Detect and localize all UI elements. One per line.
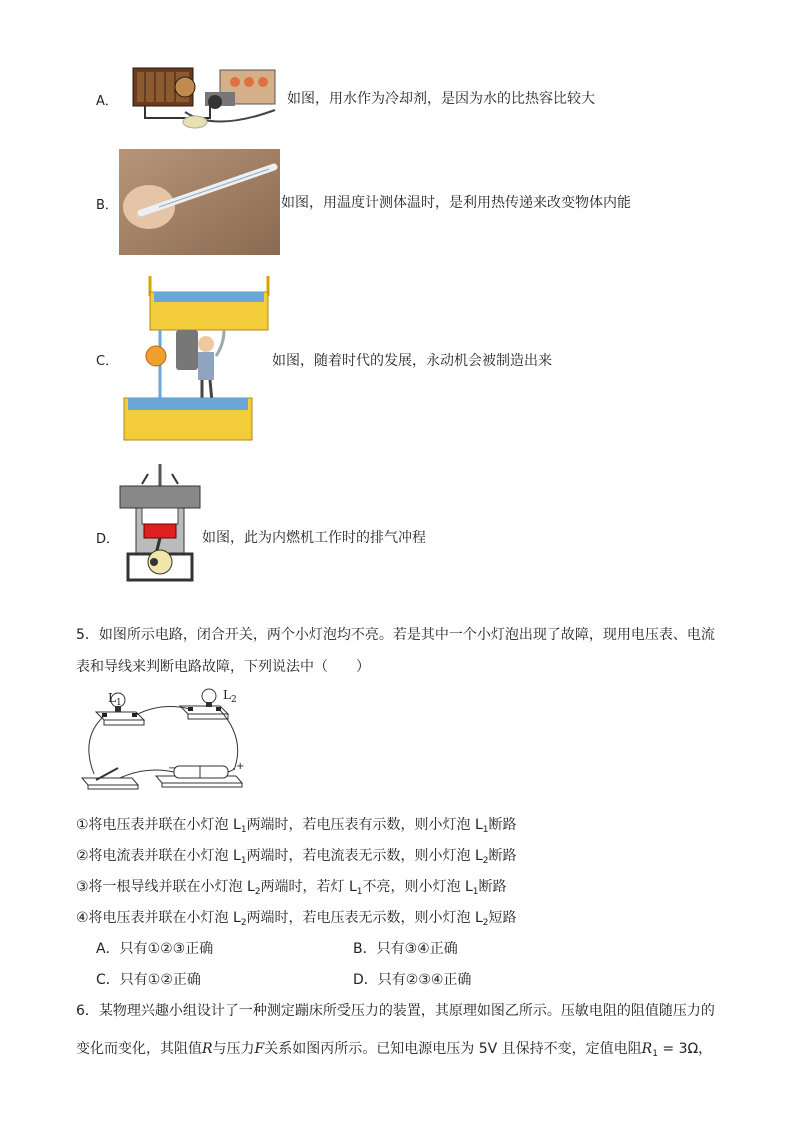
battery-plus-label: + [236, 761, 245, 772]
q5-statement-2: ②将电流表并联在小灯泡 $L_1$两端时，若电流表无示数，则小灯泡 $L_2$断路 [76, 848, 517, 866]
perpetual-motion-machine-figure [120, 274, 270, 444]
q5-statement-3: ③将一根导线并联在小灯泡 $L_2$两端时，若灯 $L_1$不亮，则小灯泡 $L_1$断路 [76, 879, 507, 897]
option-d-text: 如图，此为内燃机工作时的排气冲程 [202, 530, 426, 546]
option-c-letter: C． [96, 354, 119, 369]
bulb-l1-label: $L_1$ [108, 691, 122, 708]
option-d-letter: D． [96, 532, 120, 547]
bulb-l2-label: $L_2$ [223, 688, 237, 705]
internal-combustion-engine-figure [118, 462, 203, 582]
option-b-text: 如图，用温度计测体温时，是利用热传递来改变物体内能 [281, 195, 631, 211]
car-cooling-system-figure [125, 62, 285, 134]
option-b-letter: B． [96, 198, 118, 213]
option-c-text: 如图，随着时代的发展，永动机会被制造出来 [272, 353, 552, 369]
battery-minus-label: − [168, 763, 177, 774]
q5-stem-line1: 5．如图所示电路，闭合开关，两个小灯泡均不亮。若是其中一个小灯泡出现了故障，现用电压表、电流 [76, 627, 715, 643]
q5-choice-b: B．只有③④正确 [353, 941, 458, 957]
q5-choice-d: D．只有②③④正确 [353, 972, 472, 988]
circuit-diagram-figure [76, 688, 251, 806]
thermometer-photo-figure [119, 149, 280, 255]
option-a-text: 如图，用水作为冷却剂，是因为水的比热容比较大 [287, 91, 595, 107]
q5-choice-c: C．只有①②正确 [96, 972, 201, 988]
q5-statement-1: ①将电压表并联在小灯泡 $L_1$两端时，若电压表有示数，则小灯泡 $L_1$断路 [76, 817, 517, 835]
q6-stem-line2: 变化而变化，其阻值R与压力F关系如图丙所示。已知电源电压为 5V 且保持不变，定值电阻$R_1 = 3\Omega$， [76, 1041, 713, 1059]
option-a-letter: A． [96, 94, 118, 109]
q5-stem-line2: 表和导线来判断电路故障，下列说法中（ ） [76, 659, 370, 675]
q5-choice-a: A．只有①②③正确 [96, 941, 214, 957]
q6-stem-line1: 6．某物理兴趣小组设计了一种测定蹦床所受压力的装置，其原理如图乙所示。压敏电阻的阻值随压力的 [76, 1003, 715, 1019]
q5-statement-4: ④将电压表并联在小灯泡 $L_2$两端时，若电压表无示数，则小灯泡 $L_2$短路 [76, 910, 517, 928]
